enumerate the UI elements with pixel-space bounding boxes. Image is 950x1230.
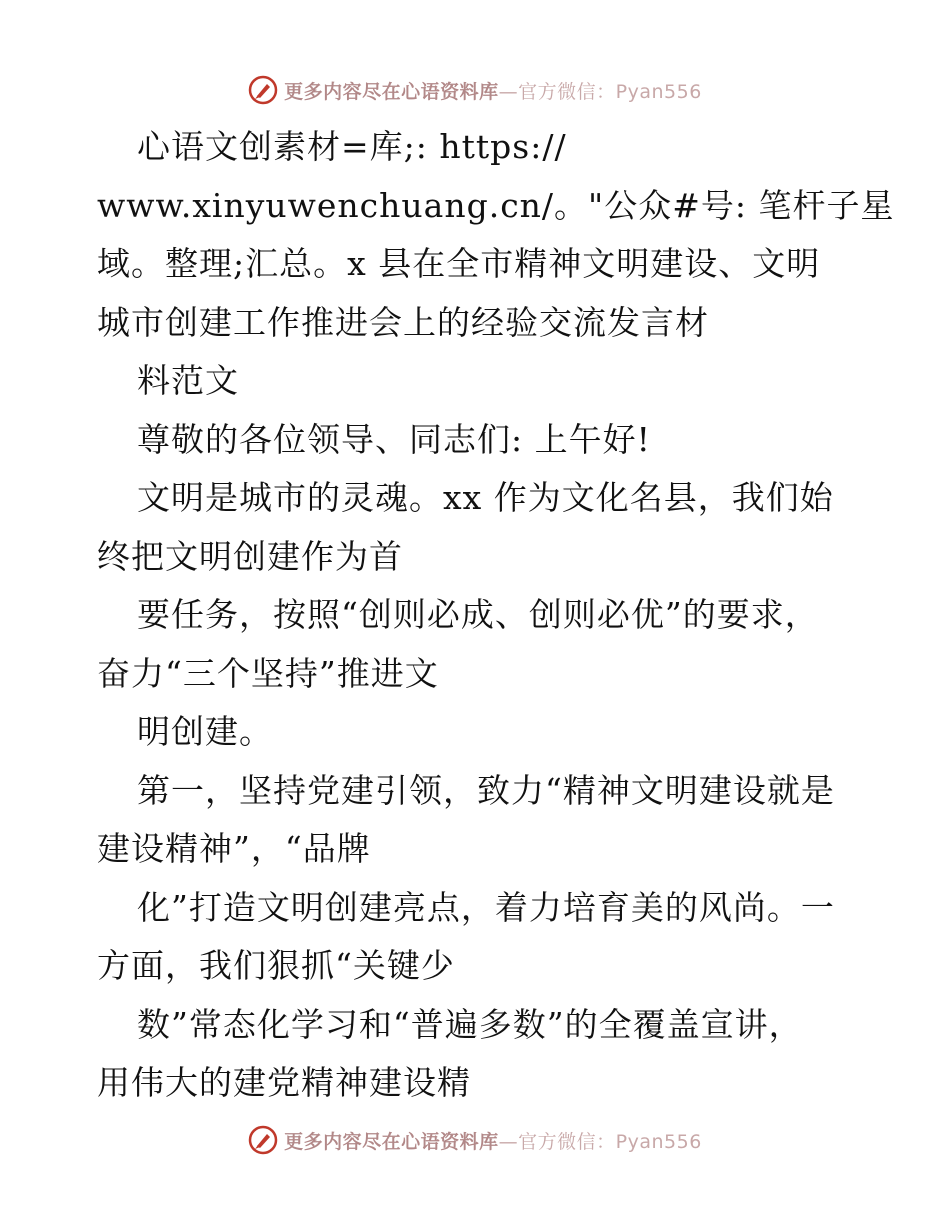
text-line: www.xinyuwenchuang.cn/。"公众#号: 笔杆子星	[97, 185, 895, 225]
banner-separator: —	[498, 80, 519, 103]
banner-text	[284, 1127, 702, 1154]
text-line: 料范文	[137, 361, 239, 400]
banner-contact: 官方微信：Pyan556	[518, 80, 702, 103]
text-line: 城市创建工作推进会上的经验交流发言材	[97, 302, 709, 342]
text-line: 终把文明创建作为首	[97, 536, 403, 576]
text-line: 用伟大的建党精神建设精	[97, 1063, 471, 1102]
banner-separator: —	[498, 1130, 519, 1153]
banner-text	[284, 77, 702, 104]
text-line: 要任务，按照“创则必成、创则必优”的要求，	[137, 595, 819, 634]
banner-brand: 更多内容尽在心语资料库	[284, 80, 499, 103]
text-line: 文明是城市的灵魂。xx 作为文化名县，我们始	[137, 478, 834, 517]
text-line: 化”打造文明创建亮点，着力培育美的风尚。一	[137, 887, 835, 927]
pen-nib-logo-icon	[248, 75, 278, 105]
header-banner	[0, 70, 950, 110]
text-line: 尊敬的各位领导、同志们: 上午好!	[137, 419, 651, 459]
banner-brand: 更多内容尽在心语资料库	[284, 1130, 499, 1153]
document-body	[97, 118, 895, 1113]
text-line: 方面，我们狠抓“关键少	[97, 946, 455, 985]
footer-banner	[0, 1120, 950, 1160]
text-line: 奋力“三个坚持”推进文	[97, 653, 439, 693]
text-line: 建设精神”，“品牌	[97, 829, 371, 868]
text-line: 明创建。	[137, 712, 273, 751]
text-line: 数”常态化学习和“普遍多数”的全覆盖宣讲，	[137, 1004, 803, 1044]
text-line: 域。整理;汇总。x 县在全市精神文明建设、文明	[97, 244, 821, 283]
pen-nib-logo-icon	[248, 1125, 278, 1155]
text-line: 第一，坚持党建引领，致力“精神文明建设就是	[137, 770, 835, 810]
text-line: 心语文创素材=库;: https://	[137, 127, 567, 166]
banner-contact: 官方微信：Pyan556	[518, 1130, 702, 1153]
